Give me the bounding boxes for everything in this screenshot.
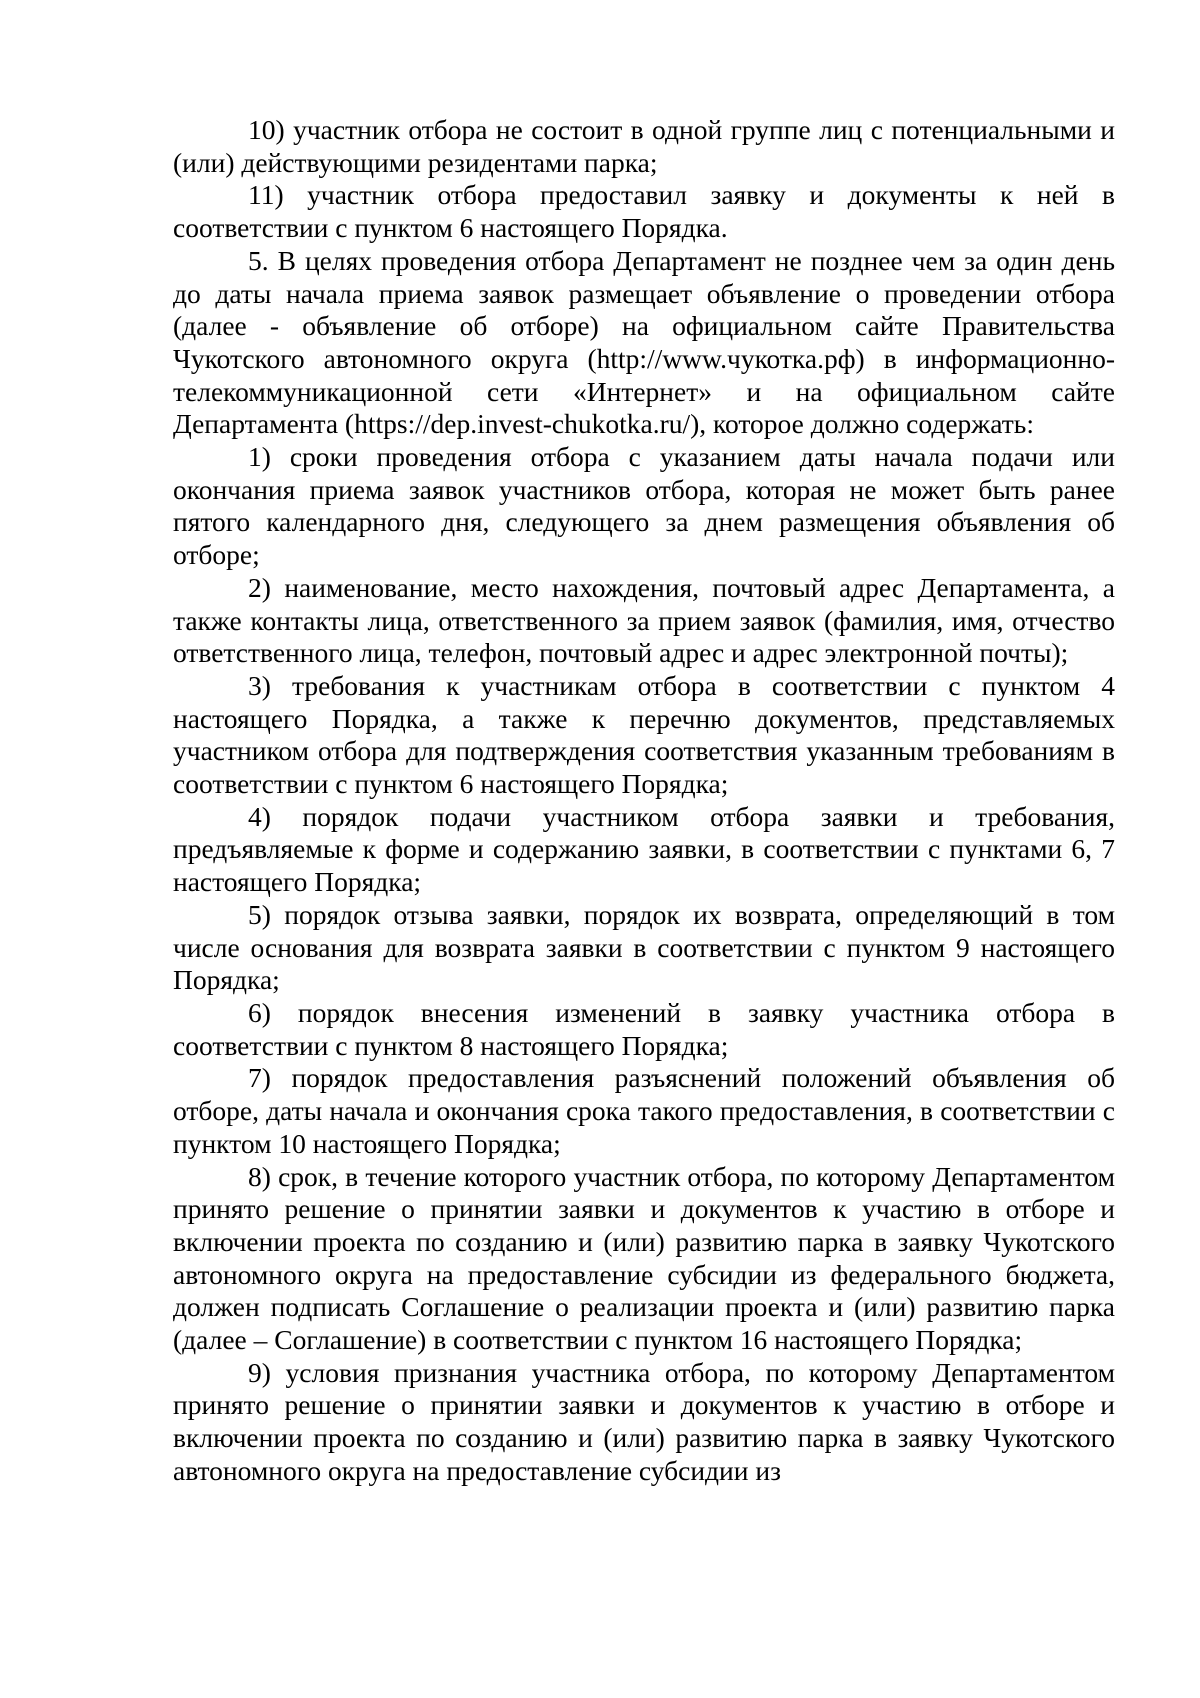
paragraph-clause-5: 5. В целях проведения отбора Департамент не позднее чем за один день до даты начала приема заявок размещает объявление о проведении отбора (далее - объявление об отборе) на официальном сайте Правительства Чукотского автономного округа (http://www.чукотка.рф) в информационно-телекоммуникационной сети «Интернет» и на официальном сайте Департамента (https://dep.invest-chukotka.ru/), которое должно содержать: — [173, 244, 1115, 440]
paragraph-subitem-6: 6) порядок внесения изменений в заявку участника отбора в соответствии с пунктом 8 настоящего Порядка; — [173, 996, 1115, 1061]
paragraph-subitem-4: 4) порядок подачи участником отбора заявки и требования, предъявляемые к форме и содержанию заявки, в соответствии с пунктами 6, 7 настоящего Порядка; — [173, 800, 1115, 898]
paragraph-subitem-7: 7) порядок предоставления разъяснений положений объявления об отборе, даты начала и окончания срока такого предоставления, в соответствии с пунктом 10 настоящего Порядка; — [173, 1062, 1115, 1159]
document-body — [173, 114, 1115, 1488]
paragraph-subitem-2: 2) наименование, место нахождения, почтовый адрес Департамента, а также контакты лица, ответственного за прием заявок (фамилия, имя, отчество ответственного лица, телефон, почтовый адрес и адрес электронной почты); — [173, 571, 1115, 669]
paragraph-item-11: 11) участник отбора предоставил заявку и документы к ней в соответствии с пунктом 6 настоящего Порядка. — [173, 179, 1115, 244]
paragraph-subitem-9: 9) условия признания участника отбора, по которому Департаментом принято решение о принятии заявки и документов к участию в отборе и включении проекта по созданию и (или) развитию парка в заявку Чукотского автономного округа на предоставление субсидии из — [173, 1356, 1115, 1486]
paragraph-subitem-5: 5) порядок отзыва заявки, порядок их возврата, определяющий в том числе основания для возврата заявки в соответствии с пунктом 9 настоящего Порядка; — [173, 898, 1115, 996]
paragraph-subitem-8: 8) срок, в течение которого участник отбора, по которому Департаментом принято решение о принятии заявки и документов к участию в отборе и включении проекта по созданию и (или) развитию парка в заявку Чукотского автономного округа на предоставление субсидии из федерального бюджета, должен подписать Соглашение о реализации проекта и (или) развитию парка (далее – Соглашение) в соответствии с пунктом 16 настоящего Порядка; — [173, 1160, 1115, 1356]
paragraph-subitem-3: 3) требования к участникам отбора в соответствии с пунктом 4 настоящего Порядка, а также к перечню документов, представляемых участником отбора для подтверждения соответствия указанным требованиям в соответствии с пунктом 6 настоящего Порядка; — [173, 669, 1115, 800]
paragraph-item-10: 10) участник отбора не состоит в одной группе лиц с потенциальными и (или) действующими резидентами парка; — [173, 114, 1115, 178]
paragraph-subitem-1: 1) сроки проведения отбора с указанием даты начала подачи или окончания приема заявок участников отбора, которая не может быть ранее пятого календарного дня, следующего за днем размещения объявления об отборе; — [173, 441, 1115, 571]
